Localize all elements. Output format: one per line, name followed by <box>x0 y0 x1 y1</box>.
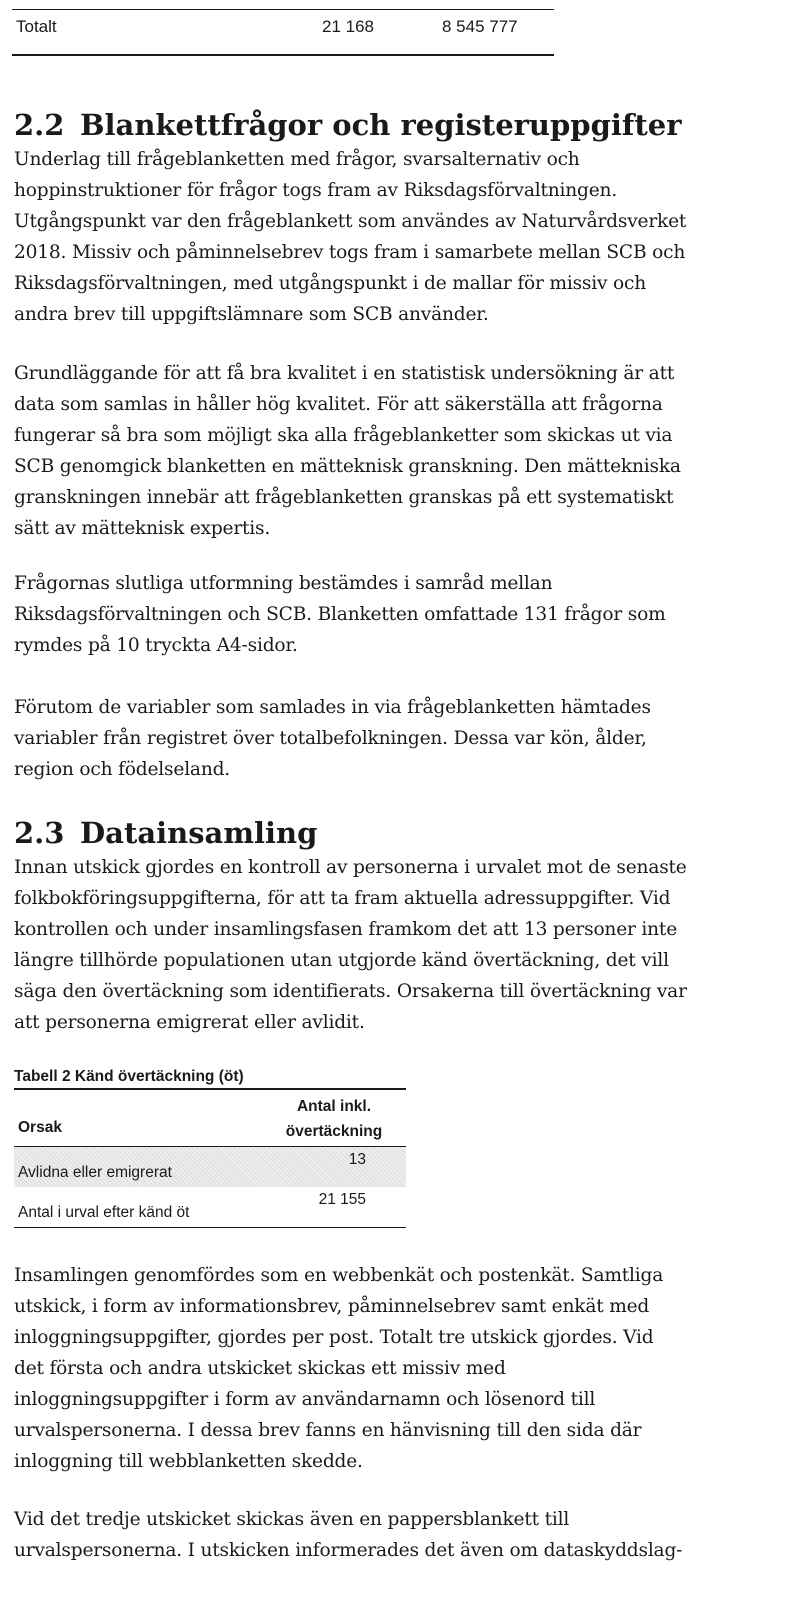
text-line: Frågornas slutliga utformning bestämdes i samråd mellan <box>14 573 553 594</box>
text-line: rymdes på 10 tryckta A4-sidor. <box>14 635 298 656</box>
paragraph <box>14 358 784 544</box>
table-rule <box>14 1227 406 1228</box>
column-header-count <box>274 1094 394 1144</box>
paragraph <box>14 692 784 785</box>
text-line: region och födelseland. <box>14 759 231 780</box>
text-line: 2018. Missiv och påminnelsebrev togs fram i samarbete mellan SCB och <box>14 242 686 263</box>
section-title: Datainsamling <box>80 816 318 850</box>
text-line: Vid det tredje utskicket skickas även en pappersblankett till <box>14 1509 570 1530</box>
totals-value-2: 8 545 777 <box>442 17 518 36</box>
text-line: Underlag till frågeblanketten med frågor, svarsalternativ och <box>14 149 580 170</box>
section-heading-2-3 <box>14 816 317 850</box>
text-line: inloggningsuppgifter i form av användarnamn och lösenord till <box>14 1389 596 1410</box>
paragraph <box>14 1260 784 1477</box>
paragraph <box>14 852 784 1038</box>
text-line: hoppinstruktioner för frågor togs fram av Riksdagsförvaltningen. <box>14 180 618 201</box>
text-line: säga den övertäckning som identifierats. Orsakerna till övertäckning var <box>14 981 687 1002</box>
table-row <box>14 1187 406 1227</box>
text-line: andra brev till uppgiftslämnare som SCB använder. <box>14 304 489 325</box>
row-label: Antal i urval efter känd öt <box>18 1204 190 1221</box>
text-line: att personerna emigrerat eller avlidit. <box>14 1012 365 1033</box>
row-value: 21 155 <box>318 1191 366 1208</box>
table-row <box>14 1147 406 1187</box>
text-line: urvalspersonerna. I utskicken informerades det även om dataskyddslag- <box>14 1540 683 1561</box>
text-line: Riksdagsförvaltningen och SCB. Blanketten omfattade 131 frågor som <box>14 604 666 625</box>
text-line: fungerar så bra som möjligt ska alla frågeblanketter som skickas ut via <box>14 425 673 446</box>
paragraph <box>14 568 784 661</box>
paragraph <box>14 1504 784 1566</box>
text-line: data som samlas in håller hög kvalitet. För att säkerställa att frågorna <box>14 394 663 415</box>
text-line: SCB genomgick blanketten en mätteknisk granskning. Den mättekniska <box>14 456 681 477</box>
text-line: Grundläggande för att få bra kvalitet i en statistisk undersökning är att <box>14 363 675 384</box>
text-line: Innan utskick gjordes en kontroll av personerna i urvalet mot de senaste <box>14 857 687 878</box>
text-line: sätt av mätteknisk expertis. <box>14 518 271 539</box>
text-line: folkbokföringsuppgifterna, för att ta fram aktuella adressuppgifter. Vid <box>14 888 671 909</box>
column-header-count-line1: Antal inkl. <box>296 1098 372 1115</box>
text-line: variabler från registret över totalbefolkningen. Dessa var kön, ålder, <box>14 728 647 749</box>
section-heading-2-2 <box>14 108 681 142</box>
overcoverage-table <box>14 1066 406 1228</box>
section-number: 2.2 <box>14 108 65 142</box>
totals-label: Totalt <box>16 17 57 36</box>
text-line: urvalspersonerna. I dessa brev fanns en hänvisning till den sida där <box>14 1420 642 1441</box>
text-line: Utgångspunkt var den frågeblankett som användes av Naturvårdsverket <box>14 211 687 232</box>
text-line: Riksdagsförvaltningen, med utgångspunkt i de mallar för missiv och <box>14 273 647 294</box>
section-number: 2.3 <box>14 816 65 850</box>
text-line: Insamlingen genomfördes som en webbenkät och postenkät. Samtliga <box>14 1265 664 1286</box>
section-title: Blankettfrågor och registeruppgifter <box>80 108 682 142</box>
row-label: Avlidna eller emigrerat <box>18 1164 172 1181</box>
text-line: längre tillhörde populationen utan utgjorde känd övertäckning, det vill <box>14 950 669 971</box>
table-caption: Tabell 2 Känd övertäckning (öt) <box>14 1068 244 1085</box>
text-line: Förutom de variabler som samlades in via frågeblanketten hämtades <box>14 697 651 718</box>
paragraph <box>14 144 784 330</box>
column-header-count-line2: övertäckning <box>285 1123 383 1140</box>
table-header <box>14 1090 406 1146</box>
text-line: kontrollen och under insamlingsfasen framkom det att 13 personer inte <box>14 919 678 940</box>
text-line: inloggning till webblanketten skedde. <box>14 1451 363 1472</box>
row-value: 13 <box>348 1151 366 1168</box>
text-line: utskick, i form av informationsbrev, påminnelsebrev samt enkät med <box>14 1296 650 1317</box>
text-line: granskningen innebär att frågeblanketten granskas på ett systematiskt <box>14 487 674 508</box>
table-top-rule <box>12 9 554 10</box>
totals-value-1: 21 168 <box>322 17 374 36</box>
text-line: det första och andra utskicket skickas ett missiv med <box>14 1358 506 1379</box>
totals-table <box>12 0 554 56</box>
column-header-cause: Orsak <box>18 1119 62 1136</box>
text-line: inloggningsuppgifter, gjordes per post. Totalt tre utskick gjordes. Vid <box>14 1327 654 1348</box>
